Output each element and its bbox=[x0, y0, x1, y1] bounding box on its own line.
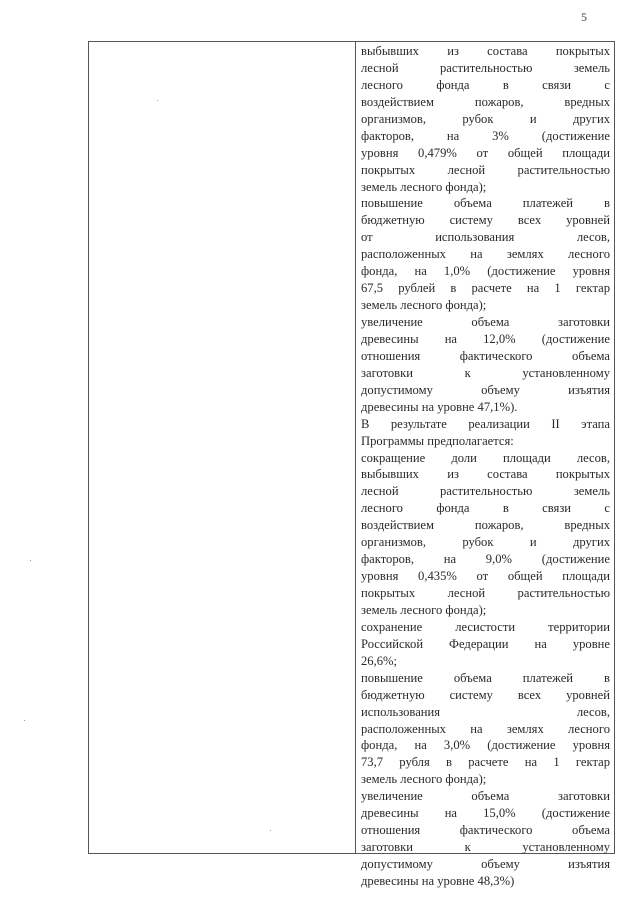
text-line: 26,6%; bbox=[361, 653, 398, 668]
text-line: земель лесного фонда); bbox=[361, 179, 487, 194]
table-right-cell bbox=[356, 42, 614, 888]
text-line: сохранение лесистости территории bbox=[361, 619, 610, 634]
scan-speck bbox=[270, 830, 271, 831]
page-number: 5 bbox=[581, 10, 587, 24]
text-line: лесного фонда в связи с bbox=[361, 501, 610, 516]
text-line: выбывших из состава покрытых bbox=[361, 467, 610, 482]
text-line: факторов, на 9,0% (достижение bbox=[361, 552, 610, 567]
text-line: расположенных на землях лесного bbox=[361, 247, 610, 262]
text-line: организмов, рубок и других bbox=[361, 111, 610, 126]
text-line: 73,7 рубля в расчете на 1 гектар bbox=[361, 755, 610, 770]
text-line: бюджетную систему всех уровней bbox=[361, 687, 610, 702]
text-line: факторов, на 3% (достижение bbox=[361, 128, 610, 143]
text-line: использования лесов, bbox=[361, 704, 610, 719]
text-line: выбывших из состава покрытых bbox=[361, 44, 610, 58]
text-line: Программы предполагается: bbox=[361, 433, 514, 448]
text-line: лесной растительностью земель bbox=[361, 60, 610, 75]
text-line: лесной растительностью земель bbox=[361, 484, 610, 499]
text-line: уровня 0,435% от общей площади bbox=[361, 569, 610, 584]
text-line: повышение объема платежей в bbox=[361, 670, 610, 685]
text-line: земель лесного фонда); bbox=[361, 772, 487, 787]
text-line: заготовки к установленному bbox=[361, 840, 610, 855]
scan-speck bbox=[30, 560, 31, 561]
text-line: древесины на 12,0% (достижение bbox=[361, 331, 610, 346]
text-line: увеличение объема заготовки bbox=[361, 315, 610, 329]
document-table bbox=[88, 41, 615, 888]
table-left-cell bbox=[89, 42, 356, 853]
text-line: уровня 0,479% от общей площади bbox=[361, 145, 610, 160]
text-line: покрытых лесной растительностью bbox=[361, 162, 610, 177]
text-line: допустимому объему изъятия bbox=[361, 382, 610, 397]
text-line: бюджетную систему всех уровней bbox=[361, 213, 610, 228]
text-line: земель лесного фонда); bbox=[361, 602, 487, 617]
text-line: древесины на уровне 48,3%) bbox=[361, 873, 515, 888]
text-line: от использования лесов, bbox=[361, 230, 610, 245]
text-line: древесины на 15,0% (достижение bbox=[361, 806, 610, 821]
text-line: лесного фонда в связи с bbox=[361, 77, 610, 92]
text-line: отношения фактического объема bbox=[361, 348, 610, 363]
text-line: покрытых лесной растительностью bbox=[361, 586, 610, 600]
scan-speck bbox=[24, 720, 25, 721]
text-line: расположенных на землях лесного bbox=[361, 721, 610, 736]
text-line: фонда, на 3,0% (достижение уровня bbox=[361, 738, 610, 753]
text-line: повышение объема платежей в bbox=[361, 196, 610, 211]
text-line: увеличение объема заготовки bbox=[361, 789, 610, 804]
scan-speck bbox=[157, 100, 158, 101]
text-line: воздействием пожаров, вредных bbox=[361, 518, 610, 533]
text-line: В результате реализации II этапа bbox=[361, 416, 610, 431]
text-line: древесины на уровне 47,1%). bbox=[361, 399, 518, 414]
text-line: заготовки к установленному bbox=[361, 365, 610, 380]
text-line: воздействием пожаров, вредных bbox=[361, 94, 610, 109]
text-line: фонда, на 1,0% (достижение уровня bbox=[361, 264, 610, 279]
text-line: допустимому объему изъятия bbox=[361, 857, 610, 871]
text-line: Российской Федерации на уровне bbox=[361, 636, 610, 651]
text-line: отношения фактического объема bbox=[361, 823, 610, 838]
text-line: сокращение доли площади лесов, bbox=[361, 450, 610, 465]
text-line: 67,5 рублей в расчете на 1 гектар bbox=[361, 281, 610, 296]
text-line: земель лесного фонда); bbox=[361, 298, 487, 313]
text-line: организмов, рубок и других bbox=[361, 535, 610, 550]
